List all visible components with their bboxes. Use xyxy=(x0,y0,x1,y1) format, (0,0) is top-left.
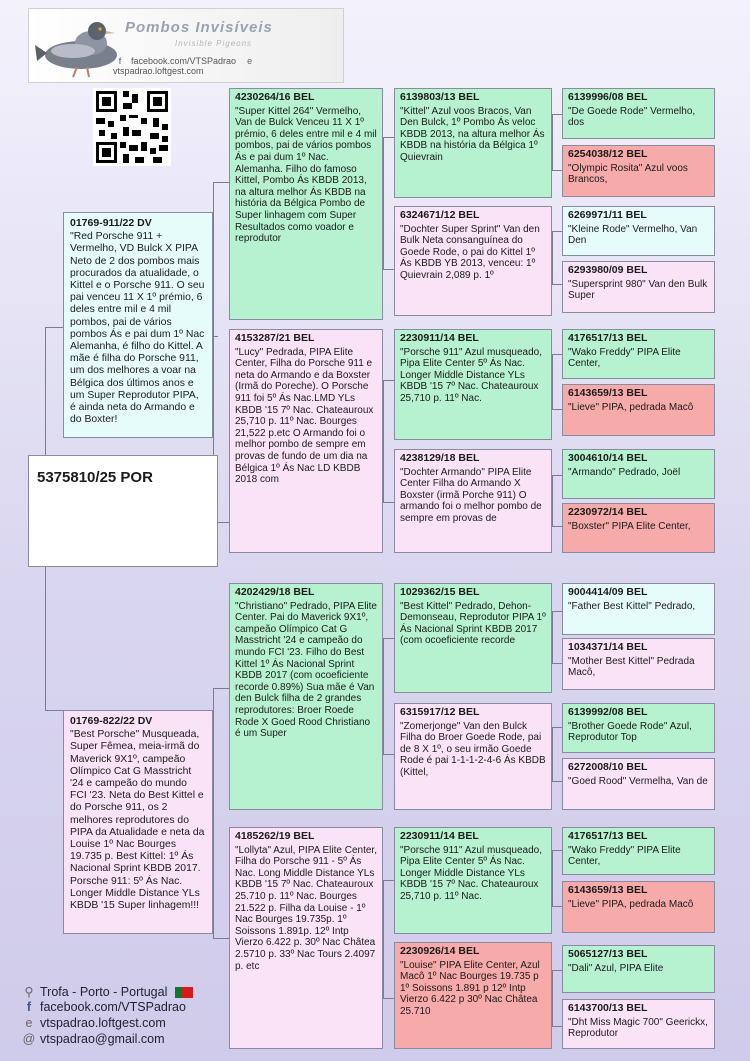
gen4-id: 6139992/08 BEL xyxy=(568,706,648,718)
footer-location: Trofa - Porto - Portugal xyxy=(40,985,168,999)
gen4-box xyxy=(562,145,715,197)
gen4-box xyxy=(562,881,715,933)
gen2-id: 4185262/19 BEL xyxy=(235,830,315,842)
gen4-id: 6293980/09 BEL xyxy=(568,264,648,276)
location-pin-icon: ⚲ xyxy=(24,985,34,999)
footer-site[interactable]: vtspadrao.loftgest.com xyxy=(40,1016,166,1030)
brand-subtitle: Invisible Pigeons xyxy=(175,39,253,48)
gen2-box xyxy=(229,827,383,1049)
brand-facebook: facebook.com/VTSPadrao xyxy=(131,56,237,66)
gen4-box xyxy=(562,583,715,635)
gen3-text: "Porsche 911" Azul musqueado, Pipa Elite Center 5º Ás Nac. Longer Middle Distance YLs KBDB '15 7º Nac. Chateauroux 25,710 p. 11º Nac. xyxy=(400,346,543,404)
gen4-id: 3004610/14 BEL xyxy=(568,452,648,464)
gen4-id: 6143659/13 BEL xyxy=(568,884,648,896)
gen2-id: 4202429/18 BEL xyxy=(235,586,315,598)
gen4-box xyxy=(562,827,715,875)
gen4-box xyxy=(562,88,715,139)
gen3-box xyxy=(394,583,552,693)
gen3-text: "Louise" PIPA Elite Center, Azul Macô 1º Nac Bourges 19.735 p 1º Soissons 1.891 p 12º Intp Vierzo 6.422 p 30º Nac Châtea 25.710 xyxy=(400,959,540,1017)
dam-id: 01769-822/22 DV xyxy=(70,715,153,727)
gen3-box xyxy=(394,206,552,316)
gen2-text: "Lollyta" Azul, PIPA Elite Center, Filha do Porsche 911 - 5º Ás Nac. Long Middle Distance YLs KBDB '15 7º Nac. Chateauroux 25.710 p. 11º Nac. Bourges 21.522 p. Filha da Louise - 1º Nac Bourges 19.735p. 1º Soissons 1.891p. 12º Intp Vierzo 6.422 p. 30º Nac Châtea 2.5710 p. 33º Nac Tours 2.4097 p. etc xyxy=(235,844,377,972)
gen4-text: "Armando" Pedrado, Joël xyxy=(568,466,681,478)
gen3-box xyxy=(394,827,552,934)
gen4-id: 6269971/11 BEL xyxy=(568,209,647,221)
gen3-box xyxy=(394,88,552,198)
gen4-id: 6254038/12 BEL xyxy=(568,148,648,160)
gen4-text: "Lieve" PIPA, pedrada Macô xyxy=(568,401,694,413)
gen4-text: "Lieve" PIPA, pedrada Macô xyxy=(568,898,694,910)
gen3-id: 6324671/12 BEL xyxy=(400,209,480,221)
dam-text: "Best Porsche" Musqueada, Super Fêmea, meia-irmã do Maverick 9X1º, campeão Olímpico Cat G Masstricht '24 e campeão do mundo FCI '23. Neta do Best Kittel e do Porsche 911, os 2 melhores reprodutores do PIPA da Atualidade e neta da Louise 1º Nac Bourges 19.735 p. Best Kittel: 1º Ás Nacional Sprint KBDB 2017. Porsche 911: 5º Ás Nac. Longer Middle Distance YLs KBDB '15 Super linhagem!!! xyxy=(70,729,205,912)
gen3-id: 6139803/13 BEL xyxy=(400,91,480,103)
footer-email[interactable]: vtspadrao@gmail.com xyxy=(40,1032,165,1046)
gen4-box xyxy=(562,449,715,499)
facebook-icon: f xyxy=(118,56,122,66)
gen2-text: "Super Kittel 264" Vermelho, Van de Bulck Venceu 11 X 1º prémio, 6 deles entre mil e 4 mil pombos, pai de vários pombos Ás e pai dum 1º Nac. Alemanha. Filho do famoso Kittel, Pombo Ás KBDB 2013, na altura melhor Ás KBDB na história da Bélgica Pombo de Super linhagem com Super Resultados como voador e reprodutor xyxy=(235,105,377,245)
footer-site-row xyxy=(22,1016,166,1030)
gen4-box xyxy=(562,945,715,993)
gen4-id: 4176517/13 BEL xyxy=(568,332,648,344)
web-icon: e xyxy=(25,1016,33,1030)
subject-box xyxy=(28,455,218,567)
gen2-text: "Christiano" Pedrado, PIPA Elite Center. Pai do Maverick 9X1º, campeão Olímpico Cat G Masstricht '24 e campeão do mundo FCI '23. Filho do Best Kittel 1º Ás Nacional Sprint KBDB 2017 (com ocoeficiente recorde 0.89%) Sua mãe é Van den Bulck filha de 2 grandes reprodutores: Broer Roede Rode X Goed Rood Christiano é um Super xyxy=(235,600,377,740)
gen4-text: "Dht Miss Magic 700" Geerickx, Reprodutor xyxy=(568,1016,708,1040)
gen3-text: "Dochter Armando" PIPA Elite Center Filha do Armando X Boxster (irmã Porche 911) O armando foi o melhor pombo de sempre em provas de xyxy=(400,466,542,524)
gen4-text: "Goed Rood" Vermelha, Van de xyxy=(568,775,708,787)
gen3-id: 6315917/12 BEL xyxy=(400,706,480,718)
email-icon: @ xyxy=(22,1032,36,1046)
gen4-text: "Brother Goede Rode" Azul, Reprodutor Top xyxy=(568,720,692,744)
gen3-id: 2230926/14 BEL xyxy=(400,945,480,957)
gen3-text: "Kittel" Azul voos Bracos, Van Den Bulck, 1º Pombo Ás veloc KBDB 2013, na altura melhor Ás KBDB na história da Bélgica 1º Quievrain xyxy=(400,105,545,163)
brand-title: Pombos Invisíveis xyxy=(125,19,273,36)
pigeon-logo-icon xyxy=(33,15,123,81)
gen4-text: "Supersprint 980" Van den Bulk Super xyxy=(568,278,708,302)
gen3-id: 2230911/14 BEL xyxy=(400,332,479,344)
gen4-id: 2230972/14 BEL xyxy=(568,506,648,518)
gen4-text: "Father Best Kittel" Pedrado, xyxy=(568,600,696,612)
gen2-box xyxy=(229,329,383,553)
dam-box xyxy=(63,710,213,934)
gen4-text: "Kleine Rode" Vermelho, Van Den xyxy=(568,223,698,247)
gen4-box xyxy=(562,758,715,810)
gen3-text: "Porsche 911" Azul musqueado, Pipa Elite Center 5º Ás Nac. Longer Middle Distance YLs KBDB '15 7º Nac. Chateauroux 25,710 p. 11º Nac. xyxy=(400,844,543,902)
gen2-id: 4153287/21 BEL xyxy=(235,332,315,344)
gen3-text: "Dochter Super Sprint" Van den Bulk Neta consanguínea do Goede Rode, o pai do Kittel 1º Ás KBDB YB 2013, venceu: 1º Quievrain 2,089 p. 1º xyxy=(400,223,540,281)
gen4-text: "Olympic Rosita" Azul voos Brancos, xyxy=(568,162,688,186)
gen4-box xyxy=(562,503,715,553)
gen3-box xyxy=(394,329,552,440)
sire-text: "Red Porsche 911 + Vermelho, VD Bulck X PIPA Neto de 2 dos pombos mais procurados da atualidade, o Kittel e o Porsche 911. O seu pai venceu 11 X 1º prémio, 6 deles entre mil e 4 mil pombos, pai de vários pombos Ás e pai dum 1º Nac Alemanha, é filho do Kittel. A mãe é filha do Porsche 911, um dos melhores a voar na Bélgica dos últimos anos e um Super Reprodutor PIPA, é ainda neta do Armando e do Boxter! xyxy=(70,231,205,426)
gen3-box xyxy=(394,942,552,1049)
footer-location-row xyxy=(22,984,193,999)
gen2-box xyxy=(229,88,383,320)
gen4-id: 1034371/14 BEL xyxy=(568,641,648,653)
gen3-text: "Best Kittel" Pedrado, Dehon-Demonseau, Reprodutor PIPA 1º Ás Nacional Sprint KBDB 2017 (com ocoeficiente recorde xyxy=(400,600,546,647)
gen3-box xyxy=(394,703,552,810)
gen4-id: 4176517/13 BEL xyxy=(568,830,648,842)
gen3-id: 1029362/15 BEL xyxy=(400,586,480,598)
footer-email-row xyxy=(22,1032,165,1046)
footer-facebook[interactable]: facebook.com/VTSPadrao xyxy=(40,1000,186,1014)
gen4-id: 6143700/13 BEL xyxy=(568,1002,648,1014)
facebook-icon: f xyxy=(26,1000,32,1014)
gen2-box xyxy=(229,583,383,810)
qr-code-icon xyxy=(93,88,171,166)
gen4-id: 9004414/09 BEL xyxy=(568,586,648,598)
subject-id: 5375810/25 POR xyxy=(37,469,153,486)
portugal-flag-icon xyxy=(175,987,193,998)
gen4-box xyxy=(562,206,715,256)
gen4-box xyxy=(562,261,715,313)
gen3-id: 4238129/18 BEL xyxy=(400,452,480,464)
gen4-text: "Wako Freddy" PIPA Elite Center, xyxy=(568,844,681,868)
gen3-box xyxy=(394,449,552,553)
gen3-id: 2230911/14 BEL xyxy=(400,830,479,842)
gen4-box xyxy=(562,329,715,379)
gen4-box xyxy=(562,999,715,1049)
brand-site: vtspadrao.loftgest.com xyxy=(113,66,204,76)
gen4-box xyxy=(562,703,715,753)
gen2-id: 4230264/16 BEL xyxy=(235,91,315,103)
gen4-id: 5065127/13 BEL xyxy=(568,948,648,960)
gen4-text: "Wako Freddy" PIPA Elite Center, xyxy=(568,346,681,370)
gen4-id: 6272008/10 BEL xyxy=(568,761,648,773)
gen4-text: "Mother Best Kittel" Pedrada Macô, xyxy=(568,655,695,679)
sire-box xyxy=(63,212,213,438)
sire-id: 01769-911/22 DV xyxy=(70,217,152,229)
gen4-id: 6139996/08 BEL xyxy=(568,91,648,103)
gen4-text: "Boxster" PIPA Elite Center, xyxy=(568,520,691,532)
gen4-id: 6143659/13 BEL xyxy=(568,387,648,399)
gen2-text: "Lucy" Pedrada, PIPA Elite Center, Filha do Porsche 911 e neta do Armando e da Boxster (Irmã do Poreche). O Porsche 911 foi 5º Ás Nac.LMD YLs KBDB '15 7º Nac. Chateauroux 25,710 p. 11º Nac. Bourges 21,522 p.etc O Armando foi o melhor pombo de sempre em provas de fundo de um dia na Bélgica 1º Ás Nac LD KBDB 2018 com xyxy=(235,346,374,486)
gen3-text: "Zomerjonge" Van den Bulck Filha do Broer Goede Rode, pai de 8 X 1º, o seu irmão Goede Rode é pai 1-1-1-2-4-6 Ás KBDB (Kittel, xyxy=(400,720,546,778)
web-icon: e xyxy=(247,56,253,66)
gen4-box xyxy=(562,384,715,436)
gen4-box xyxy=(562,638,715,690)
gen4-text: "Dali" Azul, PIPA Elite xyxy=(568,962,664,974)
gen4-text: "De Goede Rode" Vermelho, dos xyxy=(568,105,696,129)
logo-banner xyxy=(28,8,344,83)
footer-facebook-row xyxy=(22,1000,186,1014)
